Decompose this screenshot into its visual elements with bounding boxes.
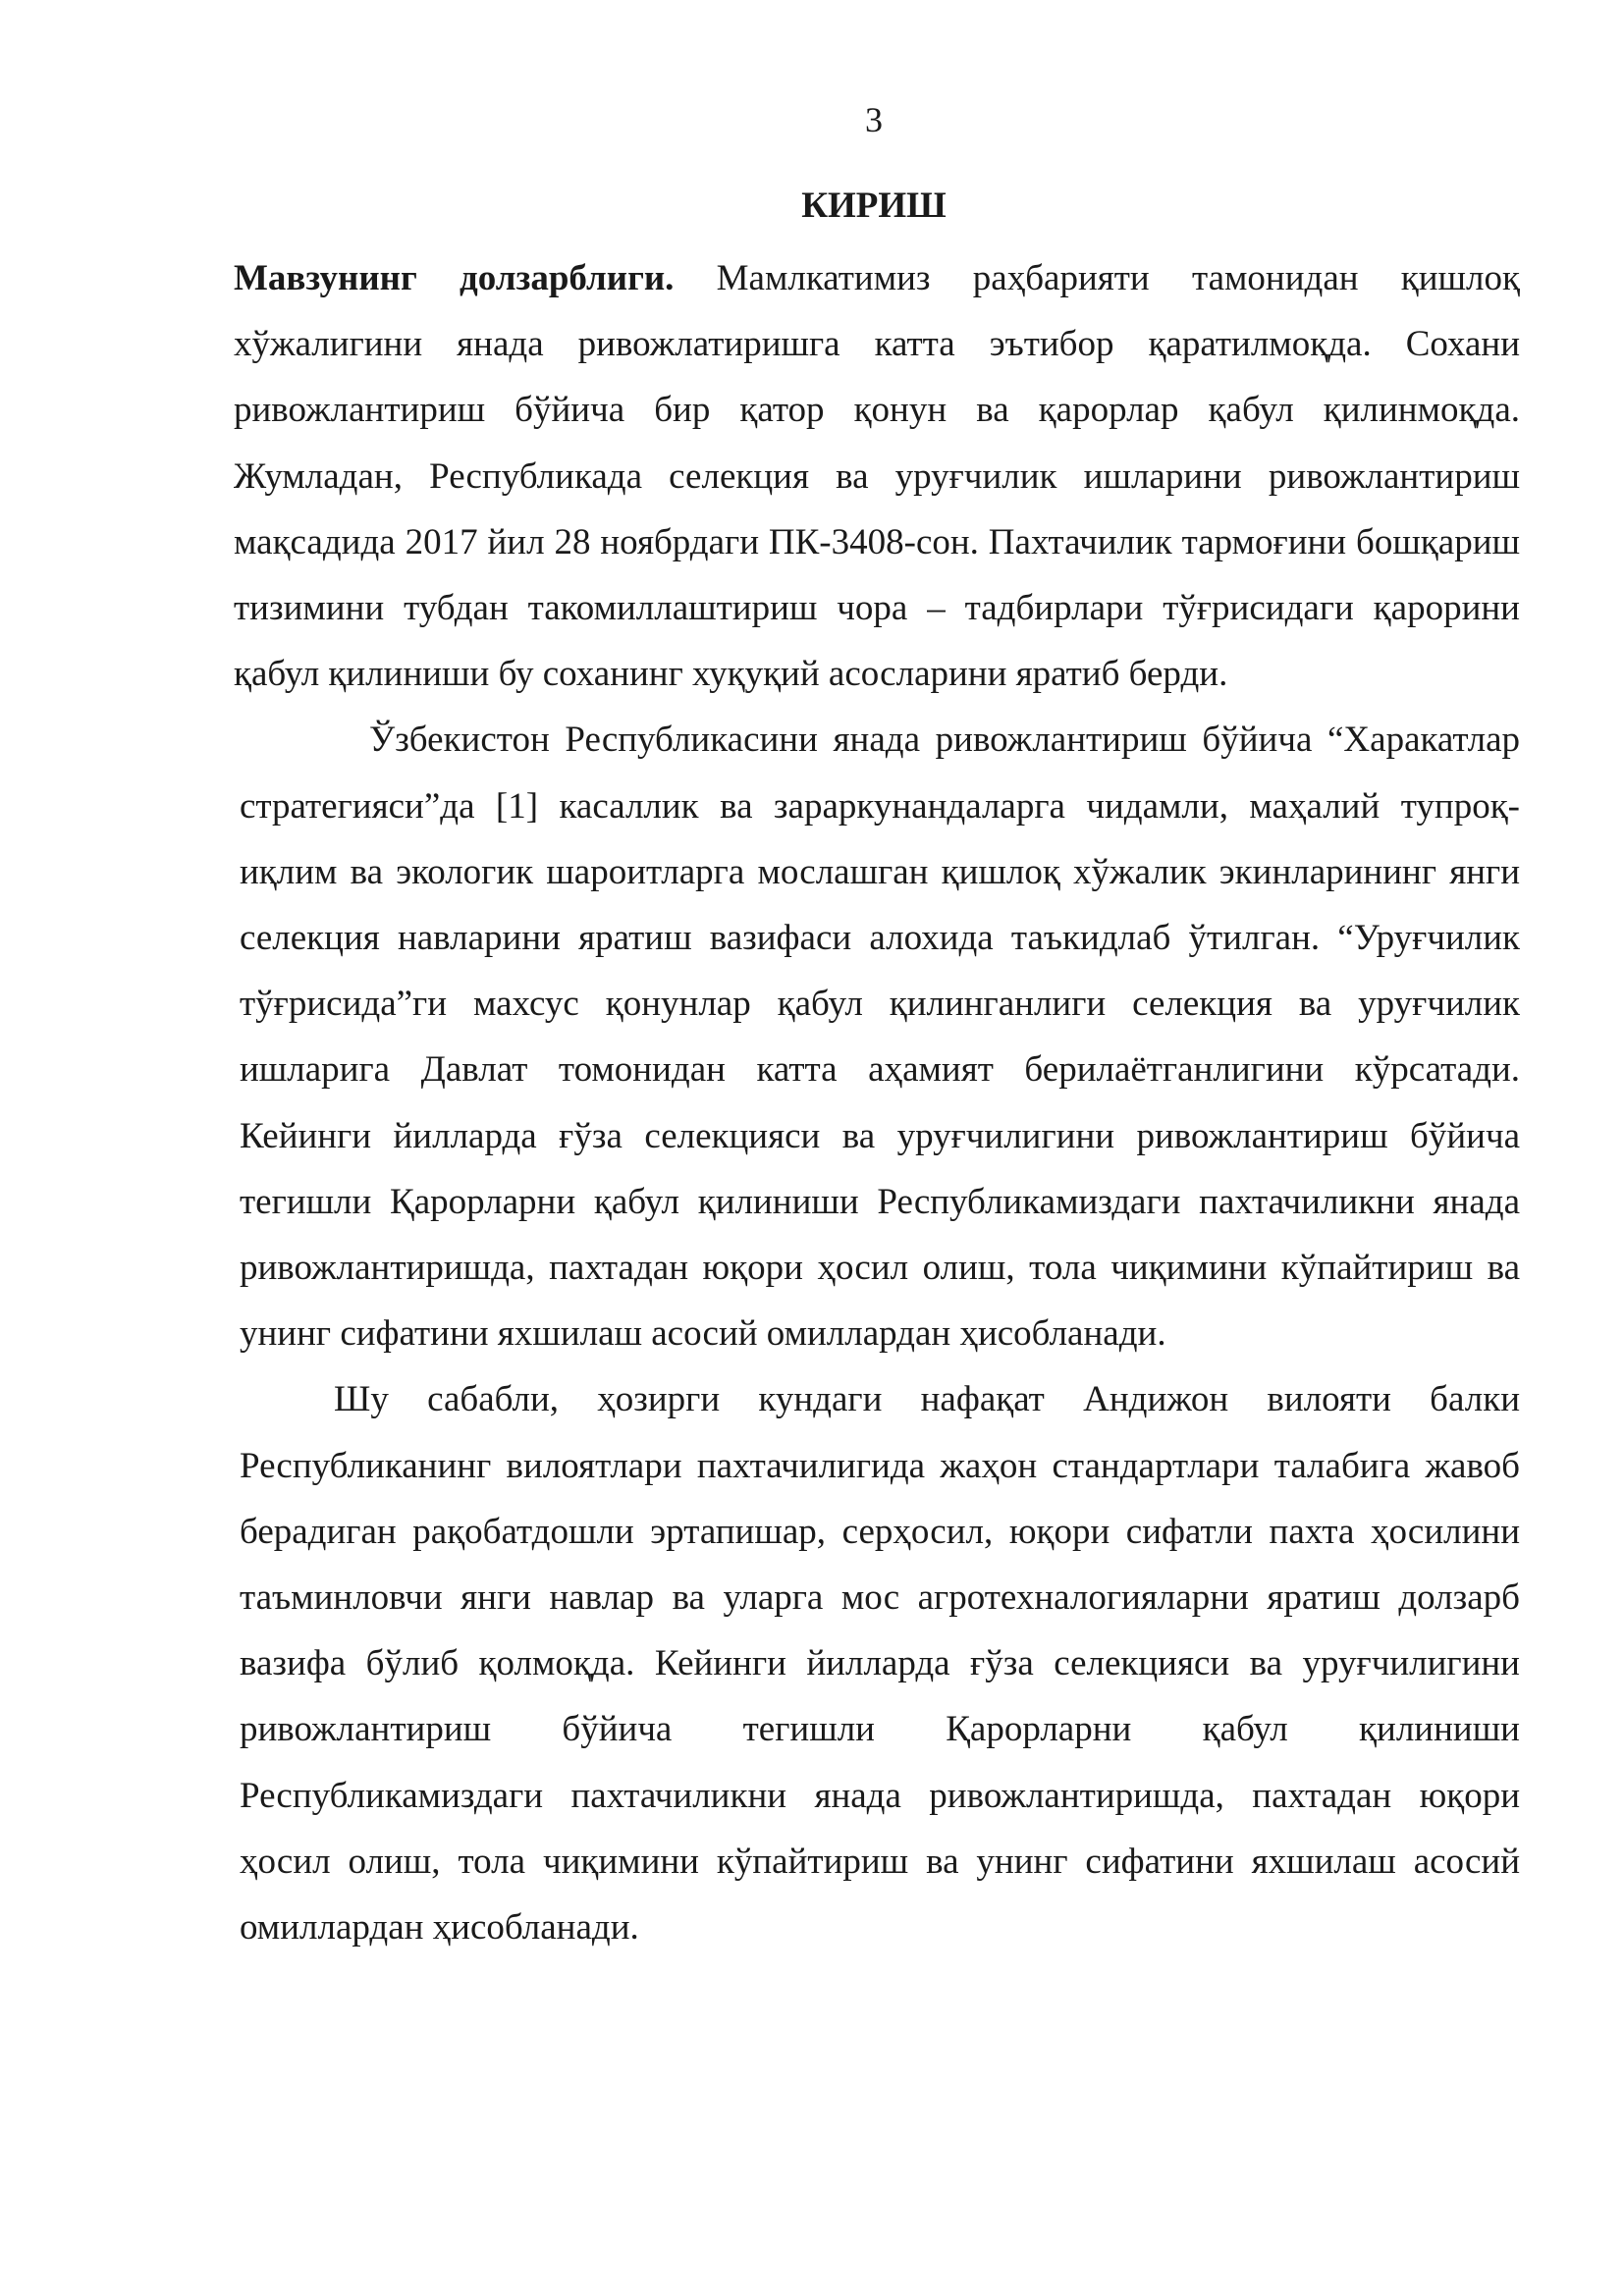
paragraph-text: Мамлкатимиз раҳбарияти тамонидан қишлоқ хўжалигини янада ривожлатиришга катта эътибор қаратилмоқда. Сохани ривожлантириш бўйича бир қатор қонун ва қарорлар қабул қилинмоқда. Жумладан, Республикада селекция ва уруғчилик ишларини ривожлантириш мақсадида 2017 йил 28 ноябрдаги ПК-3408-сон. Пахтачилик тармоғини бошқариш тизимини тубдан такомиллаштириш чора – тадбирлари тўғрисидаги қарорини қабул қилиниши бу соханинг хуқуқий асосларини яратиб берди. [234,258,1520,695]
section-heading: КИРИШ [801,186,947,226]
paragraph-rationale: Шу сабабли, ҳозирги кундаги нафақат Андижон вилояти балки Республиканинг вилоятлари пахтачилигида жаҳон стандартлари талабига жавоб берадиган рақобатдошли эртапишар, серҳосил, юқори сифатли пахта ҳосилини таъминловчи янги навлар ва уларга мос агротехналогияларни яратиш долзарб вазифа бўлиб қолмоқда. Кейинги йилларда ғўза селекцияси ва уруғчилигини ривожлантириш бўйича тегишли Қарорларни қабул қилиниши Республикамиздаги пахтачиликни янада ривожлантиришда, пахтадан юқори ҳосил олиш, тола чиқимини кўпайтириш ва унинг сифатини яхшилаш асосий омиллардан ҳисобланади. [240,1379,1520,1949]
paragraph-relevance [234,245,1520,707]
paragraph-lead: Мавзунинг долзарблиги. [234,258,675,298]
page-number: 3 [865,100,883,139]
document-body [234,245,1520,1960]
paragraph-strategy: Ўзбекистон Республикасини янада ривожлантириш бўйича “Харакатлар стратегияси”да [1] касаллик ва зараркунандаларга чидамли, маҳалий тупроқ-иқлим ва экологик шароитларга мослашган қишлоқ хўжалик экинларининг янги селекция навларини яратиш вазифаси алохида таъкидлаб ўтилган. “Уруғчилик тўғрисида”ги махсус қонунлар қабул қилинганлиги селекция ва уруғчилик ишларига Давлат томонидан катта аҳамият берилаётганлигини кўрсатади. Кейинги йилларда ғўза селекцияси ва уруғчилигини ривожлантириш бўйича тегишли Қарорларни қабул қилиниши Республикамиздаги пахтачиликни янада ривожлантиришда, пахтадан юқори ҳосил олиш, тола чиқимини кўпайтириш ва унинг сифатини яхшилаш асосий омиллардан ҳисобланади. [240,720,1520,1355]
